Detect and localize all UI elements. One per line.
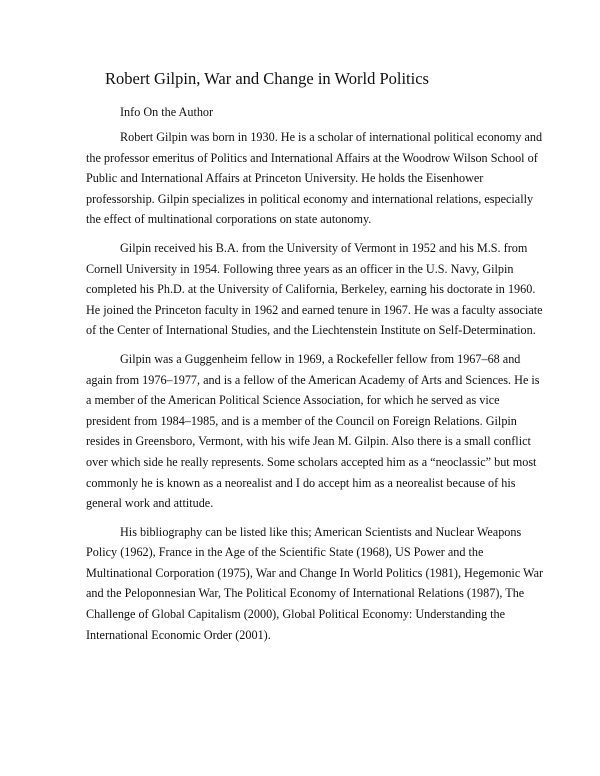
text-line: International Economic Order (2001).: [86, 627, 271, 642]
paragraph-birth-and-career: [86, 127, 543, 230]
text-line: Gilpin was a Guggenheim fellow in 1969, a Rockefeller fellow from 1967–68 and: [120, 351, 521, 366]
text-line: again from 1976–1977, and is a fellow of the American Academy of Arts and Sciences. He is: [86, 372, 540, 387]
text-line: of the Center of International Studies, and the Liechtenstein Institute on Self-Determination.: [86, 323, 536, 338]
paragraph-bibliography: [86, 522, 544, 646]
section-heading: Info On the Author: [120, 105, 214, 119]
text-line: Challenge of Global Capitalism (2000), Global Political Economy: Understanding the: [86, 607, 506, 622]
text-line: He joined the Princeton faculty in 1962 and earned tenure in 1967. He was a faculty associate: [86, 302, 543, 317]
text-line: the effect of multinational corporations on state autonomy.: [86, 212, 372, 227]
text-line: Robert Gilpin was born in 1930. He is a scholar of international political economy and: [120, 130, 543, 144]
text-line: Public and International Affairs at Princeton University. He holds the Eisenhower: [86, 171, 484, 186]
document-title: Robert Gilpin, War and Change in World Politics: [105, 69, 429, 88]
text-line: Gilpin received his B.A. from the University of Vermont in 1952 and his M.S. from: [120, 240, 528, 255]
text-line: Multinational Corporation (1975), War and Change In World Politics (1981), Hegemonic War: [86, 565, 544, 580]
paragraph-education: [86, 238, 543, 341]
text-line: Policy (1962), France in the Age of the Scientific State (1968), US Power and the: [86, 545, 484, 560]
text-line: president from 1984–1985, and is a member of the Council on Foreign Relations. Gilpin: [86, 413, 517, 428]
text-line: completed his Ph.D. at the University of California, Berkeley, earning his doctorate in 1960.: [86, 282, 536, 297]
text-line: general work and attitude.: [86, 496, 214, 511]
document-body: [86, 127, 544, 653]
text-line: resides in Greensboro, Vermont, with his wife Jean M. Gilpin. Also there is a small conflict: [86, 434, 531, 449]
text-line: a member of the American Political Science Association, for which he served as vice: [86, 393, 500, 408]
paragraph-fellowships: [86, 349, 540, 514]
text-line: His bibliography can be listed like this; American Scientists and Nuclear Weapons: [120, 524, 522, 539]
text-line: Cornell University in 1954. Following three years as an officer in the U.S. Navy, Gilpin: [86, 261, 514, 276]
text-line: and the Peloponnesian War, The Political Economy of International Relations (1987), The: [86, 586, 525, 601]
text-line: over which side he really represents. Some scholars accepted him as a “neoclassic” but most: [86, 454, 537, 469]
text-line: professorship. Gilpin specializes in political economy and international relations, especially: [86, 191, 534, 206]
text-line: commonly he is known as a neorealist and I do accept him as a neorealist because of his: [86, 475, 516, 490]
text-line: the professor emeritus of Politics and International Affairs at the Woodrow Wilson School of: [86, 150, 538, 165]
